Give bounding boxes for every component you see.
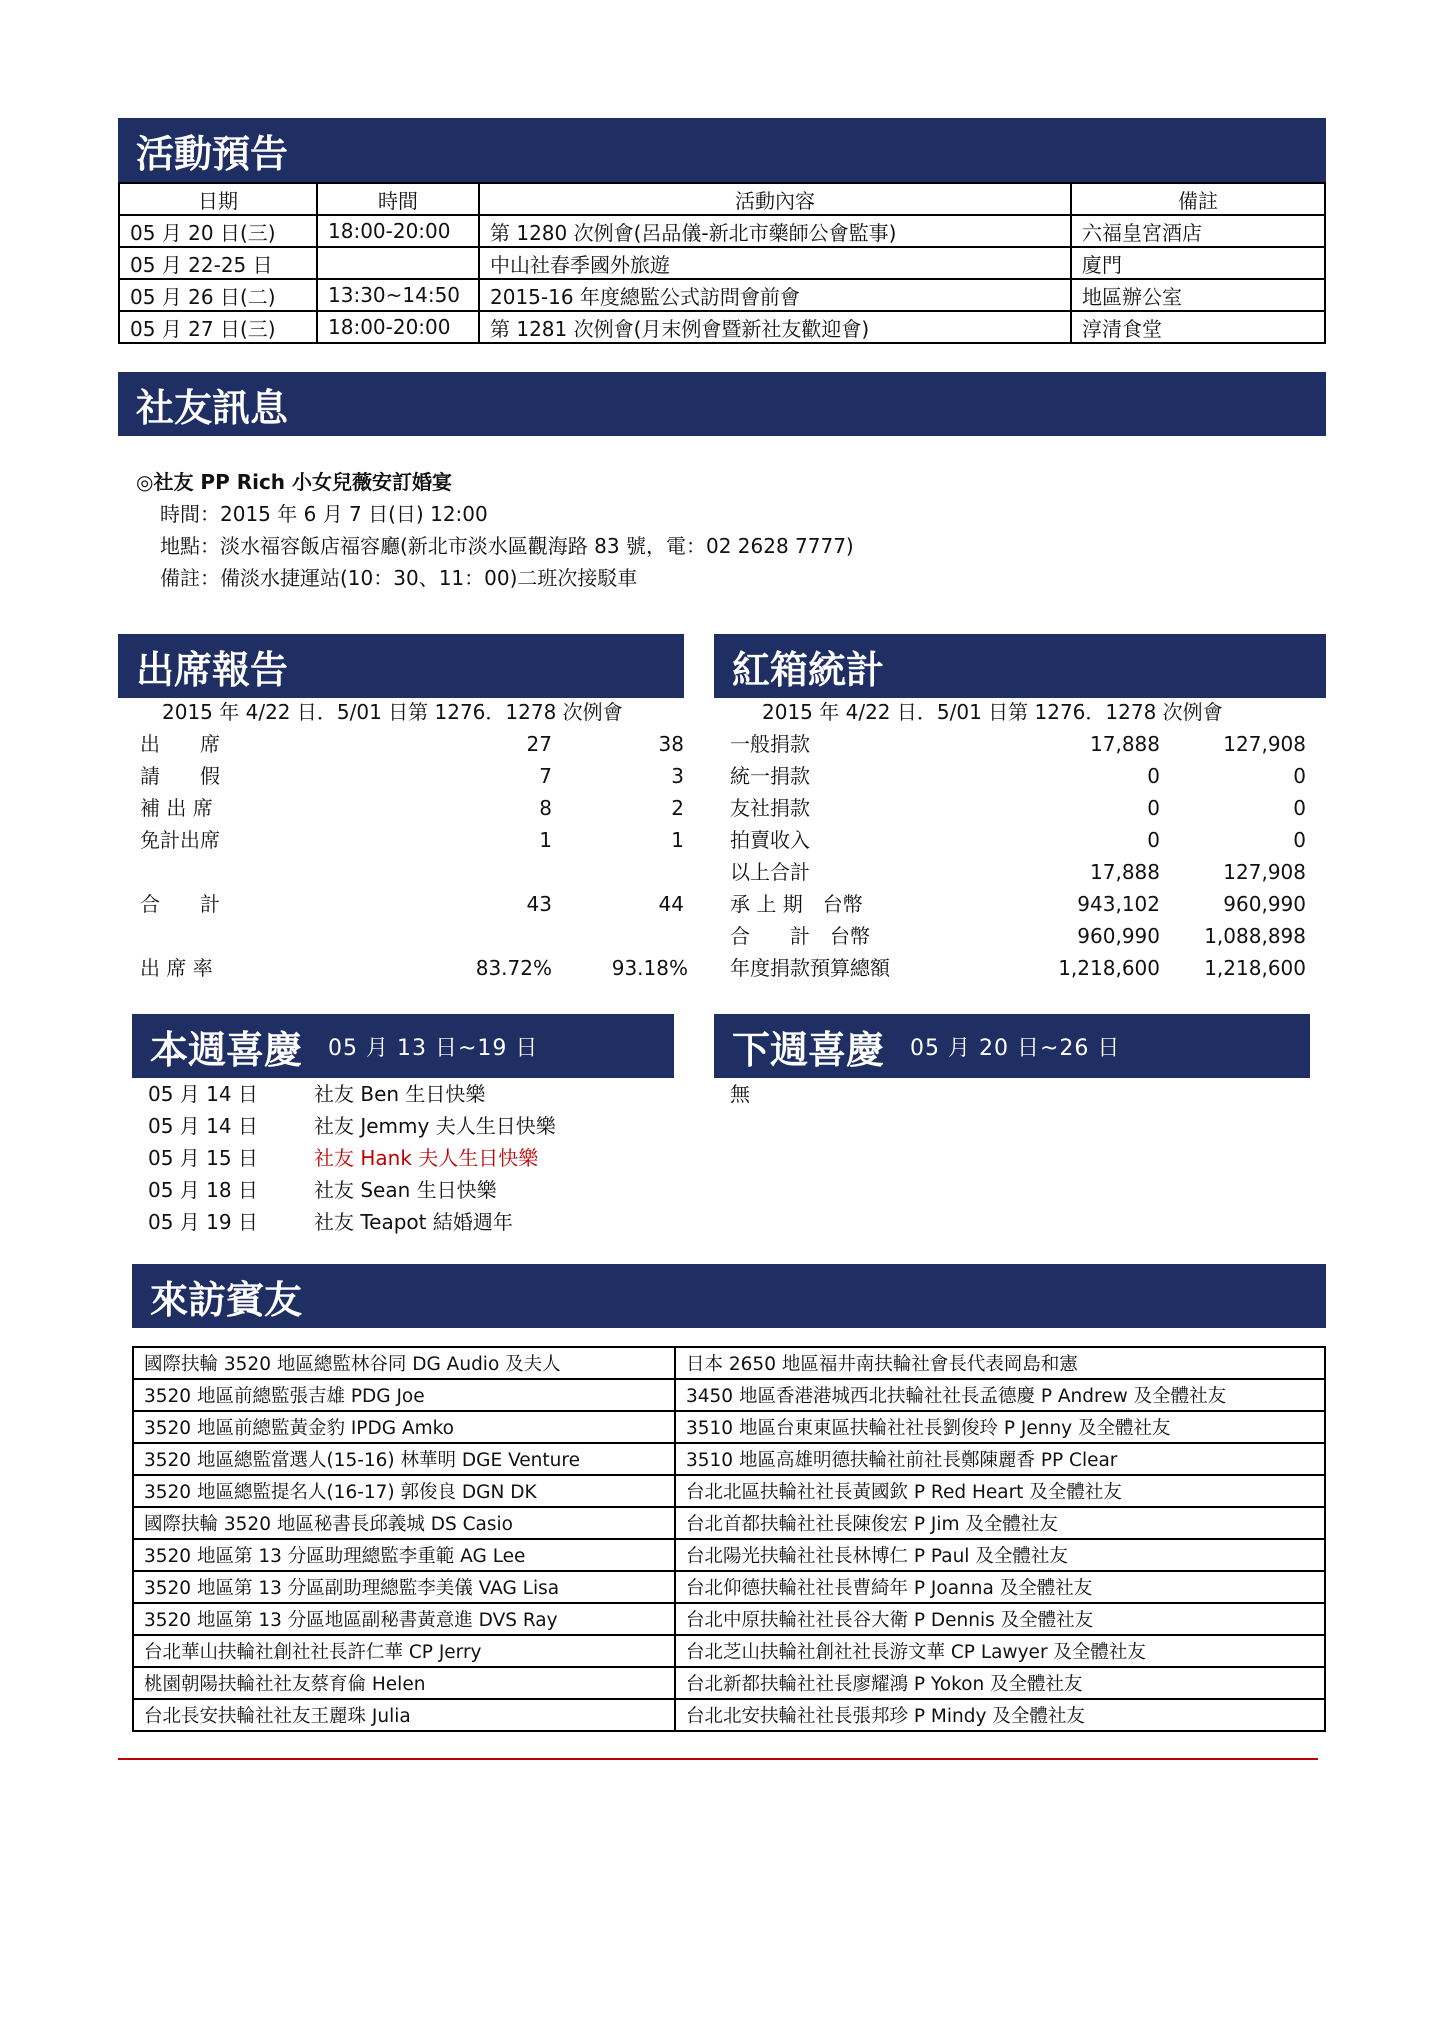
redbox-value-b: 0 <box>1293 828 1306 852</box>
visitors-table <box>132 1346 1326 1732</box>
visitor-right: 台北北區扶輪社社長黃國欽 P Red Heart 及全體社友 <box>675 1475 1325 1507</box>
redbox-label: 以上合計 <box>730 860 810 884</box>
table-row <box>133 1347 1325 1379</box>
attendance-value-a: 27 <box>526 732 552 756</box>
visitor-left: 3520 地區前總監張吉雄 PDG Joe <box>133 1379 675 1411</box>
redbox-period: 2015 年 4/22 日．5/01 日第 1276．1278 次例會 <box>762 700 1223 724</box>
member-news-line: 時間：2015 年 6 月 7 日(日) 12:00 <box>160 502 488 526</box>
events-title: 活動預告 <box>136 131 289 176</box>
redbox-value-b: 960,990 <box>1223 892 1306 916</box>
table-row <box>133 1379 1325 1411</box>
col-time: 時間 <box>317 183 479 215</box>
visitor-right: 台北北安扶輪社社長張邦珍 P Mindy 及全體社友 <box>675 1699 1325 1731</box>
footer-divider <box>118 1758 1318 1760</box>
attendance-total-a: 43 <box>526 892 552 916</box>
event-note: 地區辦公室 <box>1071 279 1325 311</box>
visitor-left: 3520 地區總監提名人(16-17) 郭俊良 DGN DK <box>133 1475 675 1507</box>
visitor-left: 3520 地區前總監黃金豹 IPDG Amko <box>133 1411 675 1443</box>
celebration-text-highlight: 社友 Hank 夫人生日快樂 <box>314 1146 539 1170</box>
celebration-text: 社友 Jemmy 夫人生日快樂 <box>314 1114 556 1138</box>
member-news-section-header <box>118 372 1326 436</box>
celebration-text: 社友 Ben 生日快樂 <box>314 1082 486 1106</box>
visitors-title: 來訪賓友 <box>150 1277 303 1322</box>
celebration-text: 社友 Teapot 結婚週年 <box>314 1210 513 1234</box>
redbox-value-a: 0 <box>1147 796 1160 820</box>
event-note: 廈門 <box>1071 247 1325 279</box>
table-row <box>133 1667 1325 1699</box>
col-note: 備註 <box>1071 183 1325 215</box>
event-note: 六福皇宮酒店 <box>1071 215 1325 247</box>
attendance-section-header <box>118 634 684 698</box>
visitor-right: 台北陽光扶輪社社長林博仁 P Paul 及全體社友 <box>675 1539 1325 1571</box>
celebration-date: 05 月 15 日 <box>148 1146 258 1170</box>
attendance-title: 出席報告 <box>136 647 289 692</box>
member-news-line: 地點：淡水福容飯店福容廳(新北市淡水區觀海路 83 號，電：02 2628 7777) <box>160 534 854 558</box>
attendance-value-a: 8 <box>539 796 552 820</box>
redbox-value-a: 0 <box>1147 764 1160 788</box>
redbox-value-b: 1,088,898 <box>1204 924 1306 948</box>
event-content: 2015-16 年度總監公式訪問會前會 <box>479 279 1071 311</box>
this-week-section-header <box>132 1014 674 1078</box>
redbox-title: 紅箱統計 <box>732 647 885 692</box>
visitor-right: 台北芝山扶輪社創社社長游文華 CP Lawyer 及全體社友 <box>675 1635 1325 1667</box>
redbox-label: 統一捐款 <box>730 764 810 788</box>
redbox-value-a: 0 <box>1147 828 1160 852</box>
event-note: 淳清食堂 <box>1071 311 1325 343</box>
event-content: 中山社春季國外旅遊 <box>479 247 1071 279</box>
events-header-row <box>119 183 1325 215</box>
redbox-value-b: 127,908 <box>1223 860 1306 884</box>
table-row <box>133 1699 1325 1731</box>
visitor-right: 3450 地區香港港城西北扶輪社社長孟德慶 P Andrew 及全體社友 <box>675 1379 1325 1411</box>
attendance-rate-b: 93.18% <box>611 956 688 980</box>
visitor-left: 國際扶輪 3520 地區秘書長邱義城 DS Casio <box>133 1507 675 1539</box>
col-date: 日期 <box>119 183 317 215</box>
celebration-date: 05 月 19 日 <box>148 1210 258 1234</box>
redbox-value-a: 17,888 <box>1090 860 1160 884</box>
redbox-value-b: 0 <box>1293 764 1306 788</box>
redbox-value-b: 0 <box>1293 796 1306 820</box>
this-week-title: 本週喜慶 <box>150 1027 303 1072</box>
table-row <box>119 311 1325 343</box>
visitor-right: 日本 2650 地區福井南扶輪社會長代表岡島和憲 <box>675 1347 1325 1379</box>
attendance-value-a: 1 <box>539 828 552 852</box>
visitor-left: 台北長安扶輪社社友王麗珠 Julia <box>133 1699 675 1731</box>
redbox-label: 一般捐款 <box>730 732 810 756</box>
redbox-label: 拍賣收入 <box>730 828 810 852</box>
attendance-label: 請 假 <box>140 764 220 788</box>
visitor-left: 3520 地區第 13 分區地區副秘書黃意進 DVS Ray <box>133 1603 675 1635</box>
event-time: 18:00-20:00 <box>317 311 479 343</box>
visitor-right: 3510 地區台東東區扶輪社社長劉俊玲 P Jenny 及全體社友 <box>675 1411 1325 1443</box>
member-news-line: 備註：備淡水捷運站(10：30、11：00)二班次接駁車 <box>160 566 638 590</box>
attendance-total-b: 44 <box>658 892 684 916</box>
visitor-left: 3520 地區總監當選人(15-16) 林華明 DGE Venture <box>133 1443 675 1475</box>
visitor-left: 3520 地區第 13 分區助理總監李重範 AG Lee <box>133 1539 675 1571</box>
event-date: 05 月 26 日(二) <box>119 279 317 311</box>
attendance-value-a: 7 <box>539 764 552 788</box>
attendance-value-b: 1 <box>671 828 684 852</box>
table-row <box>133 1539 1325 1571</box>
table-row <box>119 247 1325 279</box>
visitors-section-header <box>132 1264 1326 1328</box>
event-date: 05 月 20 日(三) <box>119 215 317 247</box>
visitor-right: 台北首都扶輪社社長陳俊宏 P Jim 及全體社友 <box>675 1507 1325 1539</box>
celebration-text: 社友 Sean 生日快樂 <box>314 1178 497 1202</box>
visitor-left: 國際扶輪 3520 地區總監林谷同 DG Audio 及夫人 <box>133 1347 675 1379</box>
redbox-value-b: 1,218,600 <box>1204 956 1306 980</box>
event-time: 13:30~14:50 <box>317 279 479 311</box>
attendance-label: 免計出席 <box>140 828 220 852</box>
visitor-left: 台北華山扶輪社創社社長許仁華 CP Jerry <box>133 1635 675 1667</box>
celebration-date: 05 月 18 日 <box>148 1178 258 1202</box>
table-row <box>119 279 1325 311</box>
redbox-value-b: 127,908 <box>1223 732 1306 756</box>
table-row <box>133 1571 1325 1603</box>
table-row <box>133 1443 1325 1475</box>
redbox-value-a: 1,218,600 <box>1058 956 1160 980</box>
visitor-left: 桃園朝陽扶輪社社友蔡育倫 Helen <box>133 1667 675 1699</box>
attendance-rate-a: 83.72% <box>475 956 552 980</box>
event-content: 第 1280 次例會(呂品儀-新北市藥師公會監事) <box>479 215 1071 247</box>
attendance-value-b: 38 <box>658 732 684 756</box>
events-section-header <box>118 118 1326 182</box>
attendance-value-b: 3 <box>671 764 684 788</box>
visitor-left: 3520 地區第 13 分區副助理總監李美儀 VAG Lisa <box>133 1571 675 1603</box>
redbox-label: 年度捐款預算總額 <box>730 956 890 980</box>
attendance-period: 2015 年 4/22 日．5/01 日第 1276．1278 次例會 <box>162 700 623 724</box>
event-content: 第 1281 次例會(月末例會暨新社友歡迎會) <box>479 311 1071 343</box>
redbox-value-a: 17,888 <box>1090 732 1160 756</box>
redbox-value-a: 960,990 <box>1077 924 1160 948</box>
table-row <box>119 215 1325 247</box>
next-week-title: 下週喜慶 <box>732 1027 885 1072</box>
col-content: 活動內容 <box>479 183 1071 215</box>
redbox-value-a: 943,102 <box>1077 892 1160 916</box>
next-week-section-header <box>714 1014 1310 1078</box>
redbox-section-header <box>714 634 1326 698</box>
celebration-date: 05 月 14 日 <box>148 1082 258 1106</box>
redbox-label: 友社捐款 <box>730 796 810 820</box>
visitor-right: 台北新都扶輪社社長廖耀鴻 P Yokon 及全體社友 <box>675 1667 1325 1699</box>
event-time <box>317 247 479 279</box>
table-row <box>133 1507 1325 1539</box>
attendance-label: 補 出 席 <box>140 796 213 820</box>
attendance-total-label: 合 計 <box>140 892 220 916</box>
events-table <box>118 182 1326 344</box>
next-week-range: 05 月 20 日~26 日 <box>910 1035 1121 1061</box>
table-row <box>133 1475 1325 1507</box>
member-news-heading: ◎社友 PP Rich 小女兒薇安訂婚宴 <box>136 470 453 494</box>
event-time: 18:00-20:00 <box>317 215 479 247</box>
attendance-label: 出 席 <box>140 732 220 756</box>
visitor-right: 台北仰德扶輪社社長曹綺年 P Joanna 及全體社友 <box>675 1571 1325 1603</box>
celebration-date: 05 月 14 日 <box>148 1114 258 1138</box>
table-row <box>133 1411 1325 1443</box>
attendance-value-b: 2 <box>671 796 684 820</box>
event-date: 05 月 27 日(三) <box>119 311 317 343</box>
table-row <box>133 1603 1325 1635</box>
event-date: 05 月 22-25 日 <box>119 247 317 279</box>
member-news-title: 社友訊息 <box>136 385 289 430</box>
visitor-right: 3510 地區高雄明德扶輪社前社長鄭陳麗香 PP Clear <box>675 1443 1325 1475</box>
attendance-rate-label: 出 席 率 <box>140 956 213 980</box>
redbox-label: 合 計 台幣 <box>730 924 870 948</box>
visitor-right: 台北中原扶輪社社長谷大衛 P Dennis 及全體社友 <box>675 1603 1325 1635</box>
table-row <box>133 1635 1325 1667</box>
this-week-range: 05 月 13 日~19 日 <box>328 1035 539 1061</box>
redbox-label: 承 上 期 台幣 <box>730 892 863 916</box>
next-week-text: 無 <box>730 1082 750 1106</box>
